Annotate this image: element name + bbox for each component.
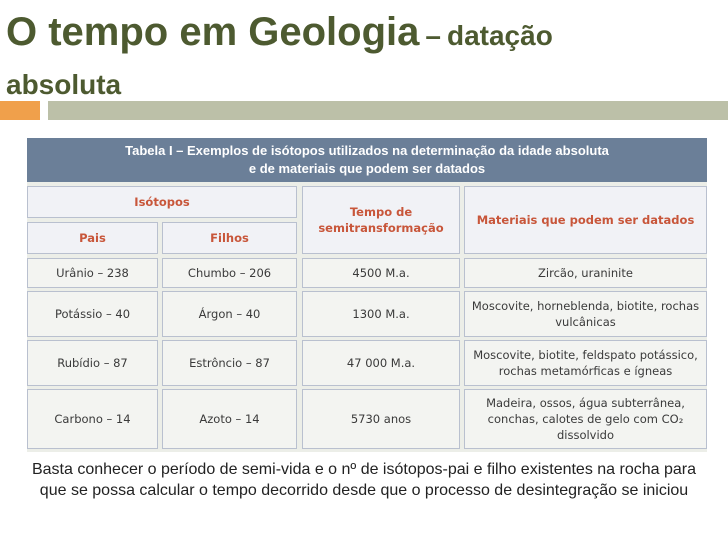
header-pais: Pais <box>27 222 158 254</box>
accent-bar-gray <box>48 101 728 120</box>
title-rest: datação <box>446 20 553 51</box>
cell-tempo-3: 5730 anos <box>302 389 460 449</box>
cell-pai-3: Carbono – 14 <box>27 389 158 449</box>
accent-bar-orange <box>0 101 40 120</box>
slide-title <box>6 10 722 112</box>
table-caption-line2: e de materiais que podem ser datados <box>248 161 486 176</box>
cell-filho-1: Árgon – 40 <box>162 291 297 337</box>
isotope-table <box>27 138 707 452</box>
table-caption <box>27 138 707 182</box>
cell-materiais-1: Moscovite, horneblenda, biotite, rochas vulcânicas <box>464 291 707 337</box>
cell-materiais-3: Madeira, ossos, água subterrânea, conchas, calotes de gelo com CO₂ dissolvido <box>464 389 707 449</box>
cell-tempo-0: 4500 M.a. <box>302 258 460 288</box>
cell-pai-0: Urânio – 238 <box>27 258 158 288</box>
header-tempo: Tempo de semitransformação <box>302 186 460 254</box>
header-isotopos: Isótopos <box>27 186 297 218</box>
slide-caption: Basta conhecer o período de semi-vida e o nº de isótopos-pai e filho existentes na rocha para que se possa calcular o tempo decorrido desde que o processo de desintegração se iniciou <box>31 461 697 499</box>
cell-filho-0: Chumbo – 206 <box>162 258 297 288</box>
cell-materiais-2: Moscovite, biotite, feldspato potássico, rochas metamórficas e ígneas <box>464 340 707 386</box>
title-line2: absoluta <box>6 69 122 100</box>
cell-tempo-2: 47 000 M.a. <box>302 340 460 386</box>
cell-pai-2: Rubídio – 87 <box>27 340 158 386</box>
header-materiais: Materiais que podem ser datados <box>464 186 707 254</box>
cell-tempo-1: 1300 M.a. <box>302 291 460 337</box>
header-filhos: Filhos <box>162 222 297 254</box>
cell-filho-2: Estrôncio – 87 <box>162 340 297 386</box>
title-dash: – <box>425 20 441 51</box>
cell-materiais-0: Zircão, uraninite <box>464 258 707 288</box>
table-caption-line1: Tabela I – Exemplos de isótopos utilizados na determinação da idade absoluta <box>125 143 609 158</box>
cell-pai-1: Potássio – 40 <box>27 291 158 337</box>
cell-filho-3: Azoto – 14 <box>162 389 297 449</box>
title-main: O tempo em Geologia <box>6 10 420 54</box>
